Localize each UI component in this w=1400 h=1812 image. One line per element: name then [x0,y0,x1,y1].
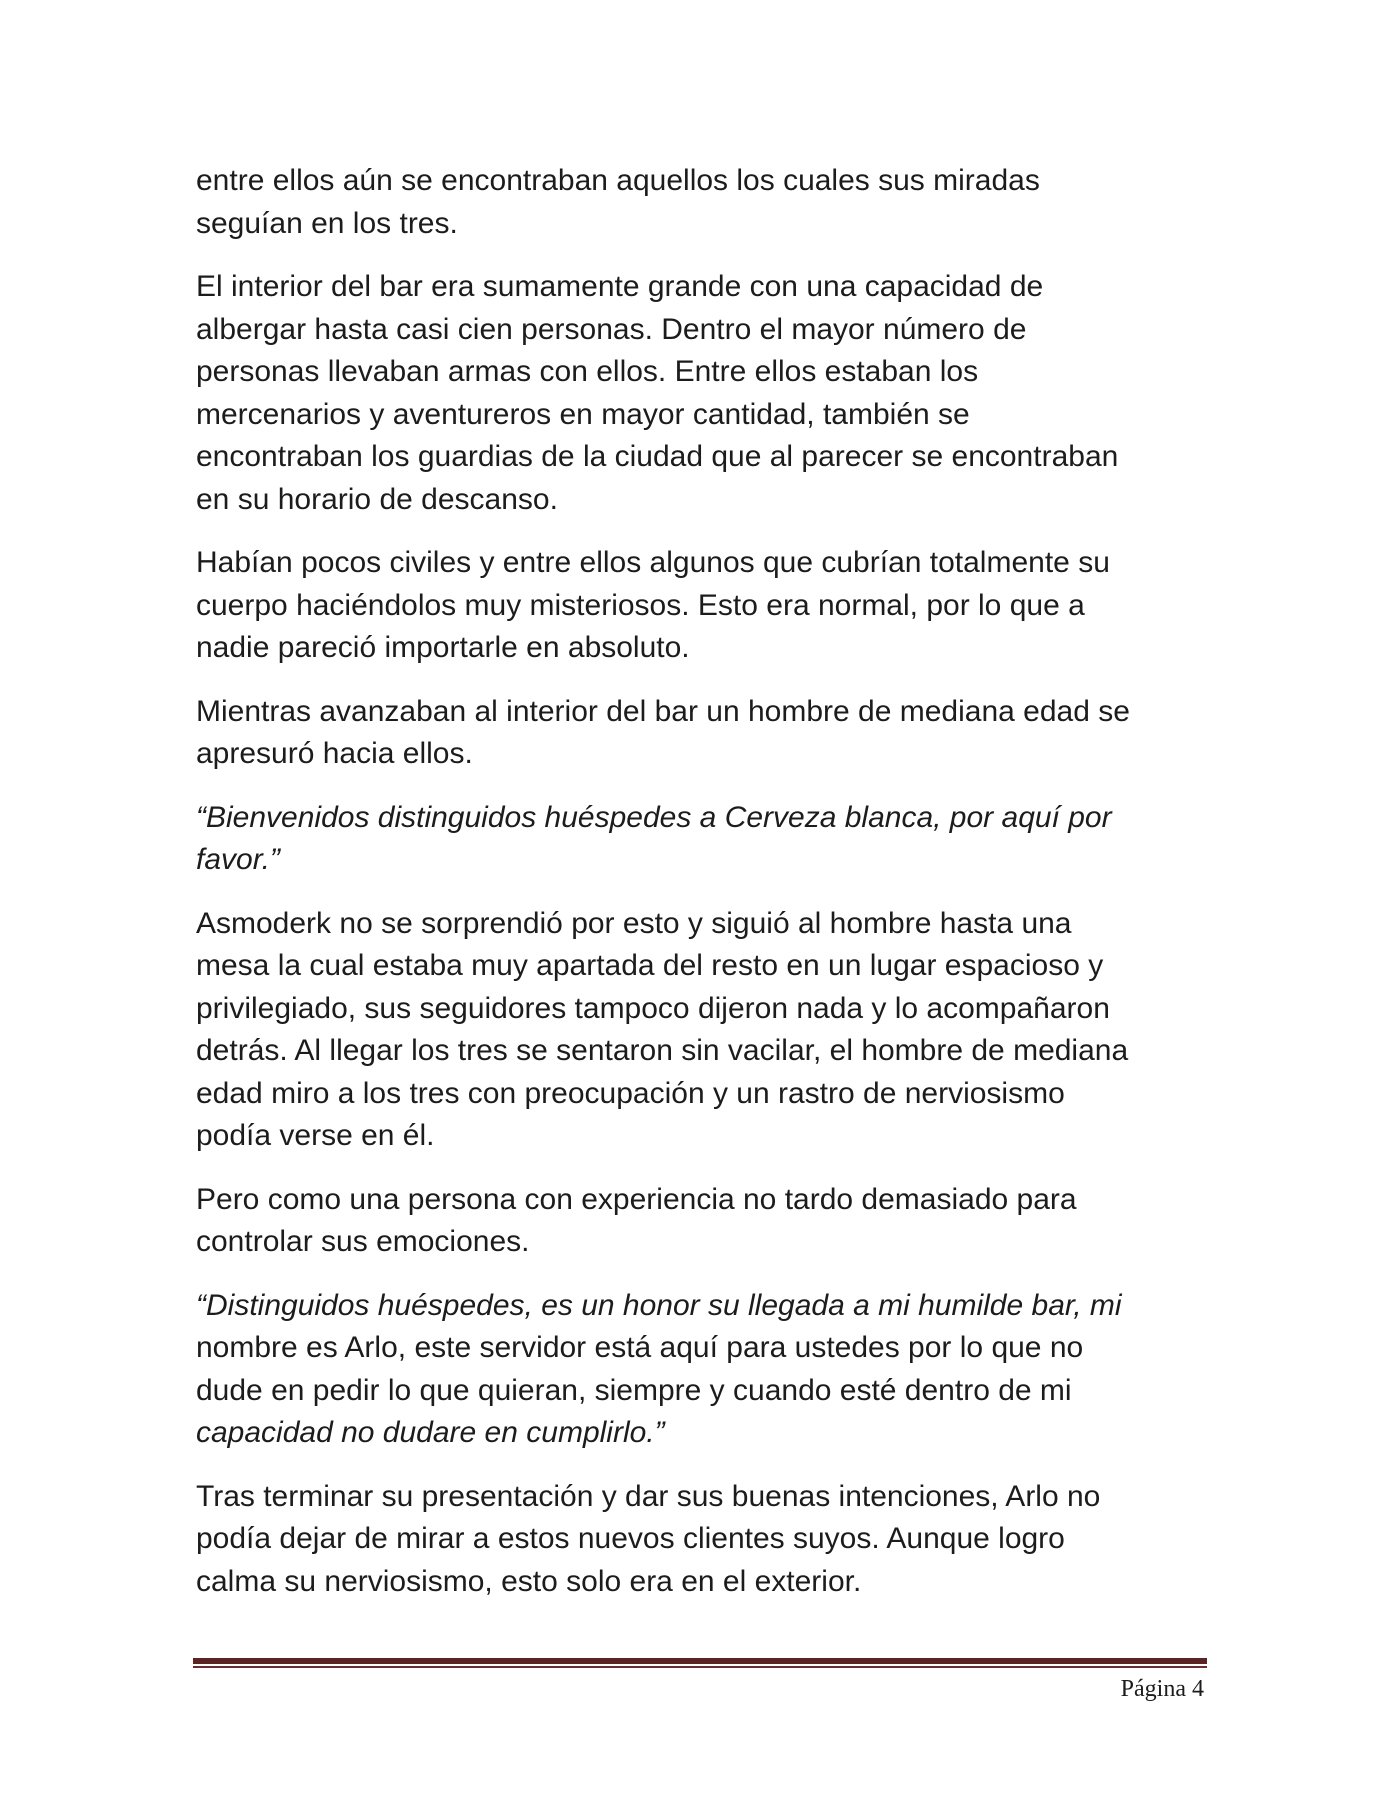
text-line: “Distinguidos huéspedes, es un honor su llegada a mi humilde bar, mi [196,1288,1122,1322]
text-line: en su horario de descanso. [196,482,558,516]
text-line: Tras terminar su presentación y dar sus buenas intenciones, Arlo no [196,1479,1101,1513]
text-line: podía dejar de mirar a estos nuevos clientes suyos. Aunque logro [196,1522,1065,1555]
text-line: dude en pedir lo que quieran, siempre y cuando esté dentro de mi [196,1373,1072,1407]
paragraph-2 [196,266,1206,521]
text-line: seguían en los tres. [196,206,458,240]
text-line: privilegiado, sus seguidores tampoco dijeron nada y lo acompañaron [196,991,1110,1025]
paragraph-9 [196,1476,1206,1604]
paragraph-8-dialogue [196,1285,1206,1455]
text-line: nadie pareció importarle en absoluto. [196,631,690,664]
text-line: “Bienvenidos distinguidos huéspedes a Cerveza blanca, por aquí por [196,800,1112,834]
footer-rule [193,1658,1207,1668]
paragraph-6 [196,903,1206,1158]
text-line: Pero como una persona con experiencia no tardo demasiado para [196,1182,1077,1216]
text-line: Habían pocos civiles y entre ellos algunos que cubrían totalmente su [196,546,1110,579]
text-line: mesa la cual estaba muy apartada del resto en un lugar espacioso y [196,949,1104,982]
text-line: favor.” [196,843,280,876]
body-text [196,160,1206,1624]
paragraph-1 [196,160,1206,245]
text-line: Asmoderk no se sorprendió por esto y siguió al hombre hasta una [196,906,1072,940]
text-line: El interior del bar era sumamente grande con una capacidad de [196,270,1044,303]
text-line: entre ellos aún se encontraban aquellos los cuales sus miradas [196,164,1040,197]
text-line: personas llevaban armas con ellos. Entre ellos estaban los [196,355,979,388]
paragraph-7 [196,1179,1206,1264]
text-line: detrás. Al llegar los tres se sentaron sin vacilar, el hombre de mediana [196,1034,1129,1067]
text-line: apresuró hacia ellos. [196,737,473,770]
text-line: controlar sus emociones. [196,1225,530,1258]
text-line: cuerpo haciéndolos muy misteriosos. Esto era normal, por lo que a [196,588,1085,622]
text-line: nombre es Arlo, este servidor está aquí para ustedes por lo que no [196,1331,1084,1364]
text-line: albergar hasta casi cien personas. Dentro el mayor número de [196,312,1027,346]
footer-rule-thin [193,1666,1207,1668]
paragraph-3 [196,542,1206,670]
text-line: mercenarios y aventureros en mayor cantidad, también se [196,397,970,431]
paragraph-4 [196,691,1206,776]
text-line: Mientras avanzaban al interior del bar un hombre de mediana edad se [196,694,1130,728]
page-number: Página 4 [1120,1676,1204,1702]
text-line: calma su nerviosismo, esto solo era en el exterior. [196,1564,862,1598]
text-line: encontraban los guardias de la ciudad que al parecer se encontraban [196,440,1119,473]
text-line: podía verse en él. [196,1119,435,1152]
paragraph-5-dialogue [196,797,1206,882]
text-line: capacidad no dudare en cumplirlo.” [196,1416,665,1449]
text-line: edad miro a los tres con preocupación y un rastro de nerviosismo [196,1076,1065,1110]
